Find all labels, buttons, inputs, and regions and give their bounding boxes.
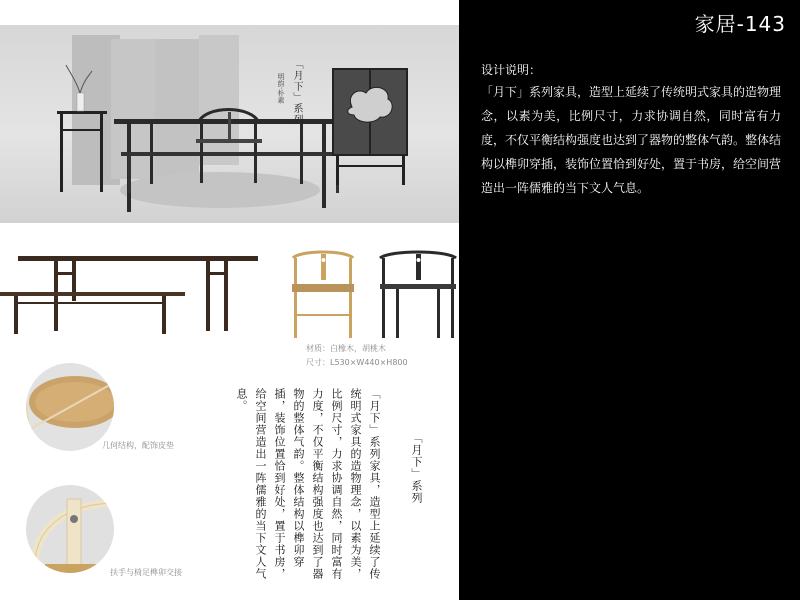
seat-detail-illustration bbox=[15, 362, 125, 452]
furniture-scene-illustration bbox=[0, 25, 459, 223]
hero-sub-label: 明韵·朴素 bbox=[277, 73, 285, 104]
series-vertical-label: 「月下」系列 bbox=[410, 432, 423, 504]
hero-series-label: 「月下」系列 bbox=[291, 59, 302, 125]
chair-material: 材质：白橡木，胡桃木 bbox=[306, 344, 386, 353]
description-body: 「月下」系列家具，造型上延续了传统明式家具的造物理念，以素为美，比例尺寸，力求协调自然，同时富有力度，不仅平衡结构强度也达到了器物的整体气韵。整体结构以榫卯穿插，装饰位置恰到好处，置于书房，给空间营造出一阵儒雅的当下文人气息。 bbox=[481, 85, 782, 195]
oak-chair-illustration bbox=[288, 248, 358, 340]
description-heading: 设计说明： bbox=[481, 63, 542, 77]
armrest-detail-illustration bbox=[15, 484, 125, 574]
hero-render bbox=[0, 25, 459, 223]
description-panel bbox=[459, 0, 800, 600]
vertical-description: 「月下」系列家具，造型上延续了传统明式家具的造物理念，以素为美，比例尺寸，力求协调自然，同时富有力度，不仅平衡结构强度也达到了器物的整体气韵。整体结构以榫卯穿插，装饰位置恰到好处，置于书房，给空间营造出一阵儒雅的当下文人气息。 bbox=[235, 388, 381, 580]
walnut-chair-illustration bbox=[376, 248, 460, 340]
seat-detail-caption: 几何结构，配饰皮垫 bbox=[102, 441, 174, 450]
table-bench-side-view bbox=[0, 250, 262, 340]
page-title: 家居-143 bbox=[694, 12, 786, 36]
armrest-detail-caption: 扶手与椅足榫卯交接 bbox=[110, 568, 182, 577]
chair-size: 尺寸：L530×W440×H800 bbox=[306, 358, 408, 367]
